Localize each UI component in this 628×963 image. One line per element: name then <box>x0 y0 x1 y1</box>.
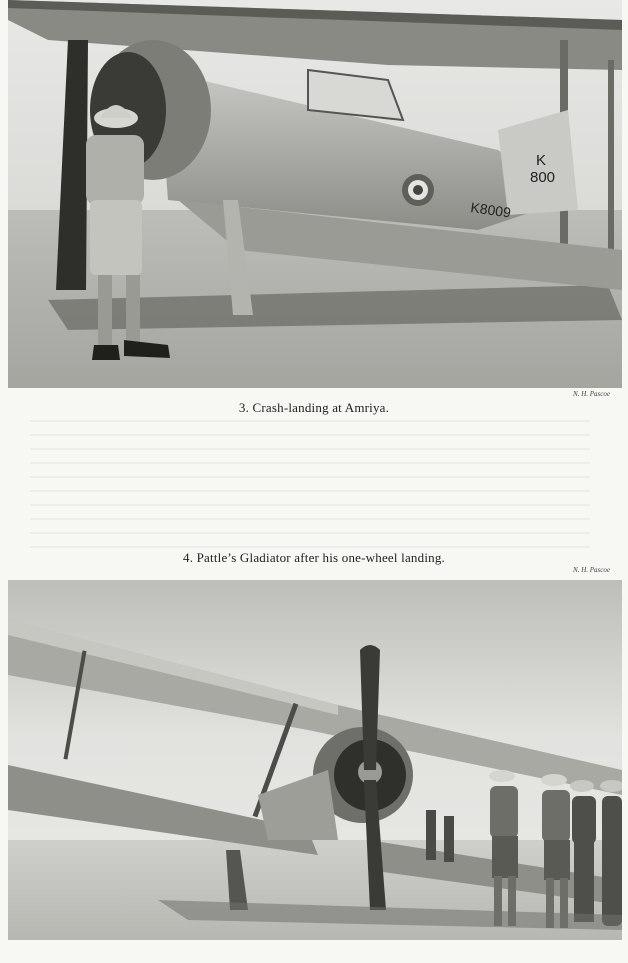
caption-text-3: Crash-landing at Amriya. <box>252 400 390 415</box>
biplane-photo-2 <box>8 580 622 940</box>
biplane-photo-1 <box>8 0 622 388</box>
photo-pattle-gladiator <box>8 580 622 940</box>
figure-number-3: 3. <box>238 400 250 415</box>
photo-crash-landing-amriya <box>8 0 622 388</box>
fin-serial-bottom: 800 <box>530 169 556 186</box>
photo-credit-2: N. H. Pascoe <box>573 566 610 574</box>
caption-text-4: Pattle’s Gladiator after his one-wheel landing. <box>196 550 445 565</box>
caption-figure-4 <box>0 550 628 566</box>
figure-number-4: 4. <box>183 550 194 565</box>
fuselage-serial: K8009 <box>469 199 512 221</box>
caption-figure-3 <box>0 400 628 416</box>
fin-serial-top: K <box>536 152 547 169</box>
show-through-text <box>30 420 590 550</box>
photo-credit-1: N. H. Pascoe <box>573 390 610 398</box>
